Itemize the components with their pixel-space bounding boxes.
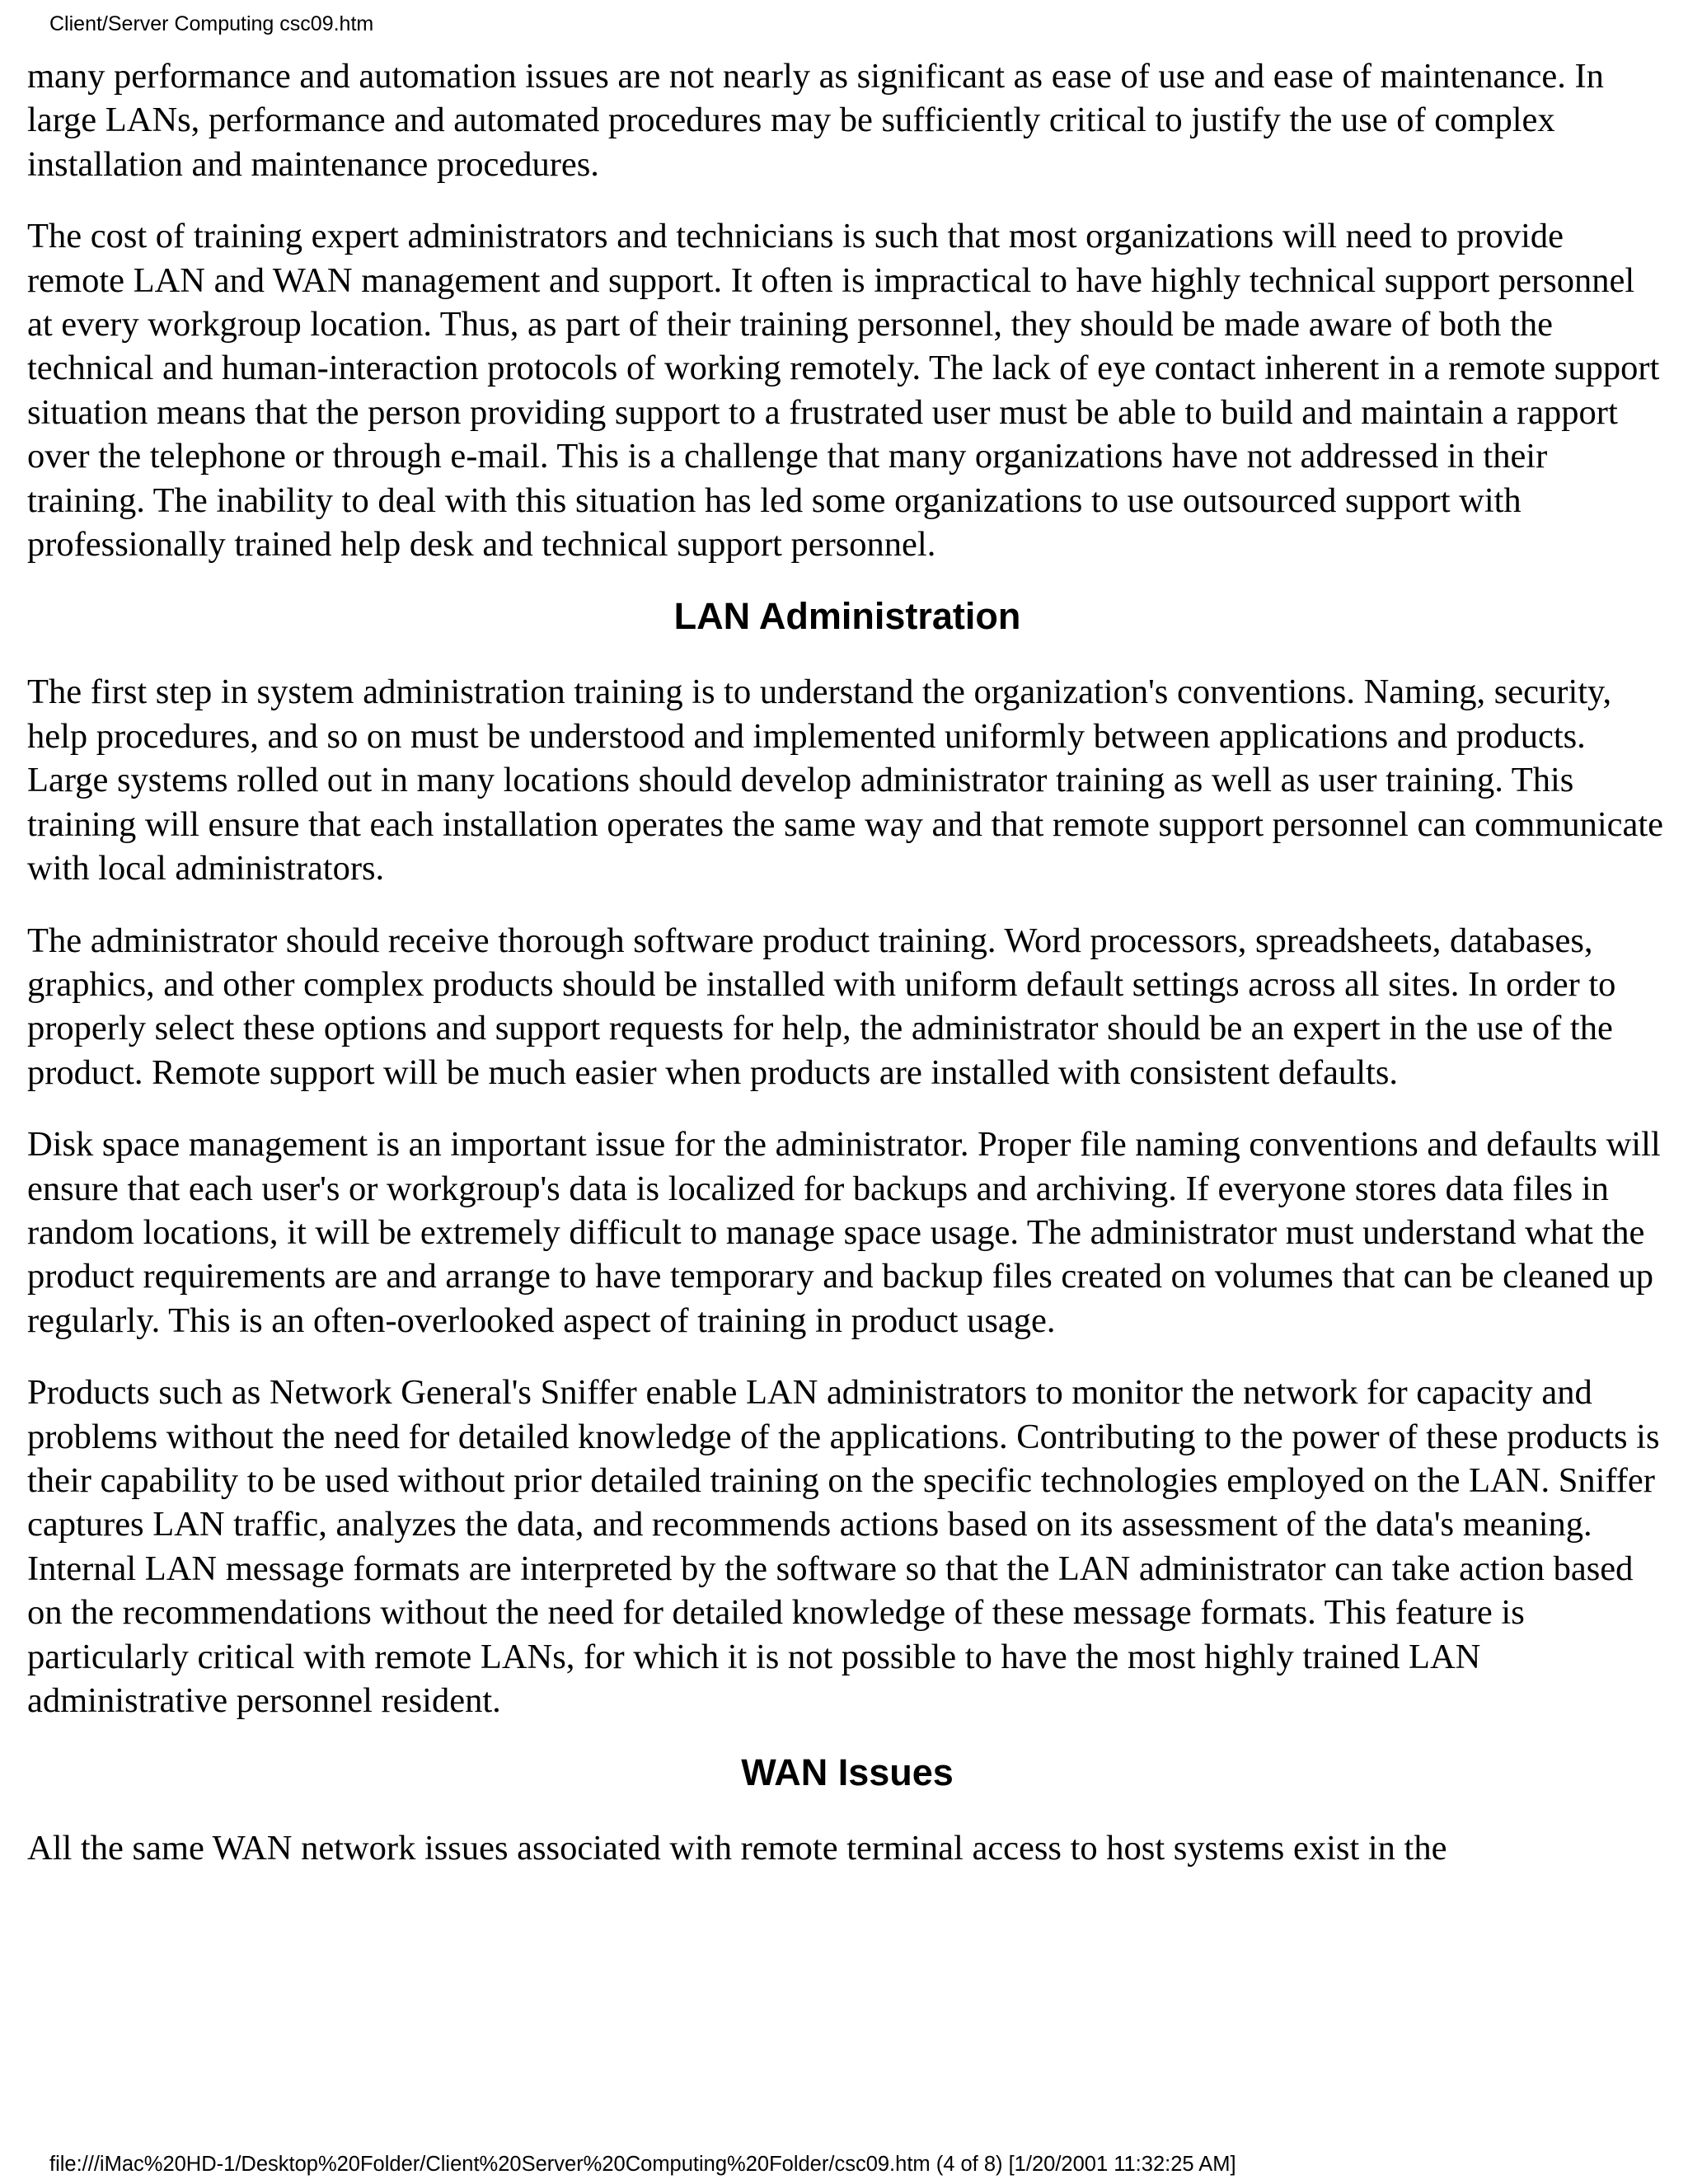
paragraph-remote-support: The cost of training expert administrators and technicians is such that most organizations will need to provide remote LAN and WAN management and support. It often is impractical to have highly technical support personnel at every workgroup location. Thus, as part of their training personnel, they should be made aware of both the technical and human-interaction protocols of working remotely. The lack of eye contact inherent in a remote support situation means that the person providing support to a frustrated user must be able to build and maintain a rapport over the telephone or through e-mail. This is a challenge that many organizations have not addressed in their training. The inability to deal with this situation has led some organizations to use outsourced support with professionally trained help desk and technical support personnel. — [27, 217, 1660, 565]
paragraph-disk-space: Disk space management is an important issue for the administrator. Proper file naming conventions and defaults will ensure that each user's or workgroup's data is localized for backups and archiving. If everyone stores data files in random locations, it will be extremely difficult to manage space usage. The administrator must understand what the product requirements are and arrange to have temporary and backup files created on volumes that can be cleaned up regularly. This is an often-overlooked aspect of training in product usage. — [27, 1125, 1661, 1340]
page-header: Client/Server Computing csc09.htm — [49, 12, 374, 35]
section-heading-lan-administration: LAN Administration — [673, 595, 1021, 638]
paragraph-conventions: The first step in system administration training is to understand the organization's conventions. Naming, security, help procedures, and so on must be understood and implemented uniformly between applications and products. Large systems rolled out in many locations should develop administrator training as well as user training. This training will ensure that each installation operates the same way and that remote support personnel can communicate with local administrators. — [27, 673, 1664, 888]
page-footer-url: file:///iMac%20HD-1/Desktop%20Folder/Client%20Server%20Computing%20Folder/csc09.htm (4 of 8) [1/20/2001 11:32:25 AM] — [49, 2153, 1236, 2176]
paragraph-sniffer: Products such as Network General's Sniffer enable LAN administrators to monitor the network for capacity and problems without the need for detailed knowledge of the applications. Contributing to the power of these products is their capability to be used without prior detailed training on the specific technologies employed on the LAN. Sniffer captures LAN traffic, analyzes the data, and recommends actions based on its assessment of the data's meaning. Internal LAN message formats are interpreted by the software so that the LAN administrator can take action based on the recommendations without the need for detailed knowledge of these message formats. This feature is particularly critical with remote LANs, for which it is not possible to have the most highly trained LAN administrative personnel resident. — [27, 1373, 1660, 1720]
section-heading-wan-issues: WAN Issues — [741, 1751, 954, 1794]
paragraph-continued: many performance and automation issues are not nearly as significant as ease of use and ease of maintenance. In large LANs, performance and automated procedures may be sufficiently critical to justify the use of complex installation and maintenance procedures. — [27, 57, 1604, 184]
paragraph-product-training: The administrator should receive thorough software product training. Word processors, spreadsheets, databases, graphics, and other complex products should be installed with uniform default settings across all sites. In order to properly select these options and support requests for help, the administrator should be an expert in the use of the product. Remote support will be much easier when products are installed with consistent defaults. — [27, 921, 1616, 1092]
document-body — [27, 54, 1667, 1899]
paragraph-wan-issues: All the same WAN network issues associated with remote terminal access to host systems exist in the — [27, 1829, 1447, 1868]
